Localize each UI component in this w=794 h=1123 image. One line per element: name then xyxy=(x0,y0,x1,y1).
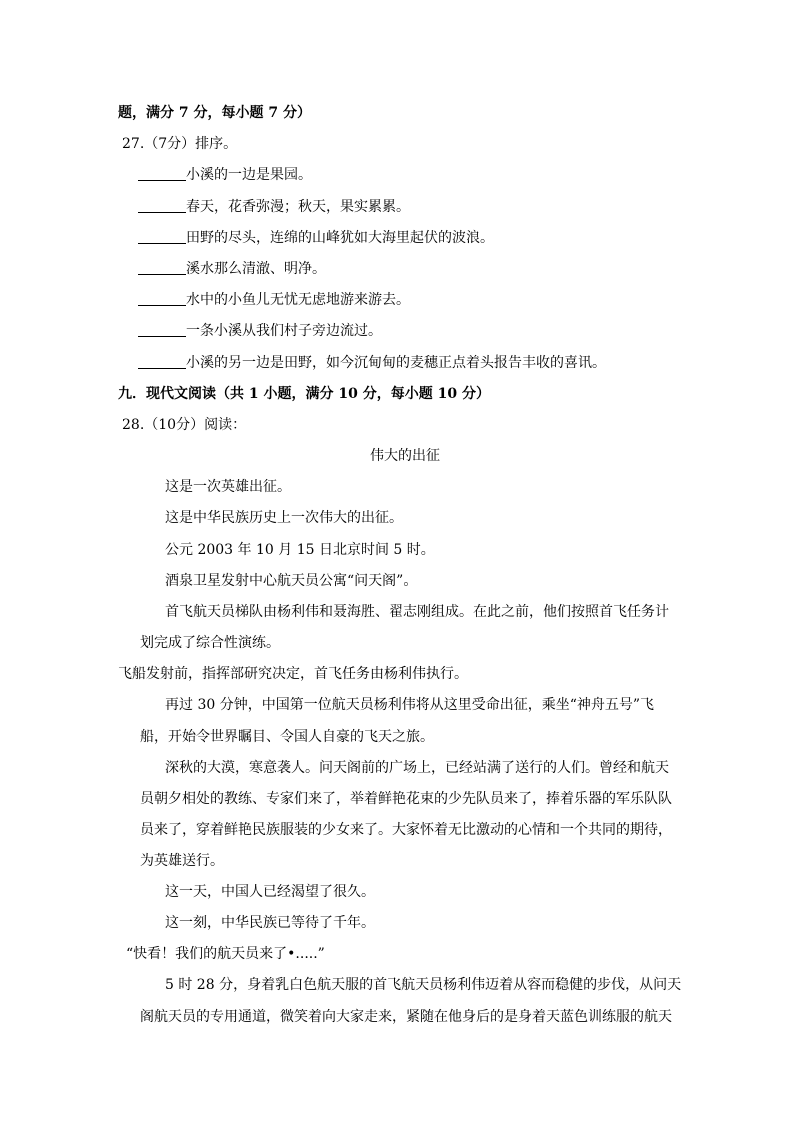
ordering-item-text: 一条小溪从我们村子旁边流过。 xyxy=(186,323,382,339)
ordering-item-text: 小溪的另一边是田野，如今沉甸甸的麦穗正点着头报告丰收的喜讯。 xyxy=(186,355,606,371)
passage-line: 员朝夕相处的教练、专家们来了，举着鲜艳花束的少先队员来了，捧着乐器的军乐队队 xyxy=(140,791,672,807)
ordering-item-text: 水中的小鱼儿无忧无虑地游来游去。 xyxy=(186,292,410,308)
ordering-item xyxy=(138,259,326,279)
ordering-item-text: 田野的尽头，连绵的山峰犹如大海里起伏的波浪。 xyxy=(186,230,494,246)
passage-line: 这一天，中国人已经渴望了很久。 xyxy=(165,884,375,900)
passage-line: 这是中华民族历史上一次伟大的出征。 xyxy=(165,510,403,526)
passage-line: 员来了，穿着鲜艳民族服装的少女来了。大家怀着无比激动的心情和一个共同的期待， xyxy=(140,822,672,838)
passage-line: 船，开始令世界瞩目、令国人自豪的飞天之旅。 xyxy=(140,729,434,745)
passage-line: 飞船发射前，指挥部研究决定，首飞任务由杨利伟执行。 xyxy=(118,666,468,682)
question-27-label: 27.（7分）排序。 xyxy=(122,136,238,152)
answer-blank[interactable] xyxy=(138,291,186,306)
ordering-item-text: 春天，花香弥漫；秋天，果实累累。 xyxy=(186,199,410,215)
passage-line: 再过 30 分钟，中国第一位航天员杨利伟将从这里受命出征，乘坐“神舟五号”飞 xyxy=(165,697,655,713)
answer-blank[interactable] xyxy=(138,354,186,369)
passage-line: 酒泉卫星发射中心航天员公寓“问天阁”。 xyxy=(165,573,418,589)
ordering-item xyxy=(138,290,410,310)
passage-line: 划完成了综合性演练。 xyxy=(140,635,280,651)
ordering-item xyxy=(138,353,606,373)
ordering-item xyxy=(138,197,410,217)
passage-line: 这一刻，中华民族已等待了千年。 xyxy=(165,915,375,931)
answer-blank[interactable] xyxy=(138,166,186,181)
passage-line: 5 时 28 分，身着乳白色航天服的首飞航天员杨利伟迈着从容而稳健的步伐，从问天 xyxy=(165,977,682,993)
section-8-heading-tail: 题，满分 7 分，每小题 7 分） xyxy=(118,105,311,121)
answer-blank[interactable] xyxy=(138,198,186,213)
answer-blank[interactable] xyxy=(138,260,186,275)
passage-line: 为英雄送行。 xyxy=(140,853,224,869)
ordering-item xyxy=(138,321,382,341)
passage-line: “快看！我们的航天员来了•.....” xyxy=(126,946,325,962)
passage-title: 伟大的出征 xyxy=(370,448,440,464)
ordering-item-text: 溪水那么清澈、明净。 xyxy=(186,261,326,277)
passage-line: 首飞航天员梯队由杨利伟和聂海胜、翟志刚组成。在此之前，他们按照首飞任务计 xyxy=(165,604,669,620)
question-28-label: 28.（10分）阅读： xyxy=(122,417,247,433)
section-9-heading: 九．现代文阅读（共 1 小题，满分 10 分，每小题 10 分） xyxy=(118,386,490,402)
ordering-item xyxy=(138,165,312,185)
answer-blank[interactable] xyxy=(138,322,186,337)
passage-line: 公元 2003 年 10 月 15 日北京时间 5 时。 xyxy=(165,542,435,558)
ordering-item xyxy=(138,228,494,248)
passage-line: 阁航天员的专用通道，微笑着向大家走来，紧随在他身后的是身着天蓝色训练服的航天 xyxy=(140,1009,672,1025)
passage-line: 这是一次英雄出征。 xyxy=(165,479,291,495)
passage-line: 深秋的大漠，寒意袭人。问天阁前的广场上，已经站满了送行的人们。曾经和航天 xyxy=(165,760,669,776)
ordering-item-text: 小溪的一边是果园。 xyxy=(186,167,312,183)
answer-blank[interactable] xyxy=(138,229,186,244)
